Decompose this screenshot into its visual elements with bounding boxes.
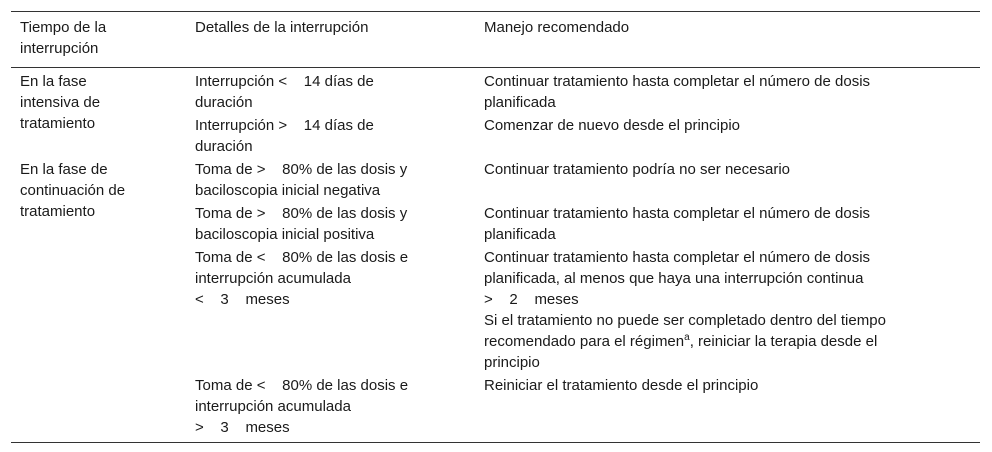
footnote-line: recomendado para el régimen$^a$, reiniciar la terapia desde el xyxy=(484,332,878,350)
table-row-details: Toma de < 80% de las dosis e interrupción acumulada < 3 meses xyxy=(195,249,409,308)
table-header xyxy=(11,12,980,68)
table-row-management: Continuar tratamiento hasta completar el número de dosis planificada xyxy=(484,73,871,111)
group-continuation-phase: En la fase de continuación de tratamiento xyxy=(20,161,126,220)
table-row-management: Continuar tratamiento hasta completar el número de dosis planificada, al menos que haya una interrupción continua > 2 meses Si el tratamiento no puede ser completado dentro del tiempo recomendado para el régimen$^a$, reiniciar la terapia desde el principio xyxy=(484,249,886,371)
table-row-management: Continuar tratamiento hasta completar el número de dosis planificada xyxy=(484,205,871,243)
footnote-marker: a xyxy=(684,332,690,343)
table-row-details: Toma de > 80% de las dosis y baciloscopia inicial negativa xyxy=(195,161,408,199)
table-row-details: Interrupción > 14 días de duración xyxy=(195,117,374,155)
table-row-details: Interrupción < 14 días de duración xyxy=(195,73,374,111)
header-management: Manejo recomendado xyxy=(484,19,630,36)
table-row-management: Comenzar de nuevo desde el principio xyxy=(484,117,740,134)
table-row-details: Toma de < 80% de las dosis e interrupción acumulada > 3 meses xyxy=(195,377,409,436)
table-row-management: Reiniciar el tratamiento desde el principio xyxy=(484,377,759,394)
interruption-table xyxy=(11,11,980,443)
table-body xyxy=(11,68,980,442)
group-intensive-phase: En la fase intensiva de tratamiento xyxy=(20,73,101,132)
table-row-details: Toma de > 80% de las dosis y baciloscopia inicial positiva xyxy=(195,205,408,243)
header-timing: Tiempo de la interrupción xyxy=(20,19,107,57)
table-row-management: Continuar tratamiento podría no ser necesario xyxy=(484,161,791,178)
header-details: Detalles de la interrupción xyxy=(195,19,369,36)
